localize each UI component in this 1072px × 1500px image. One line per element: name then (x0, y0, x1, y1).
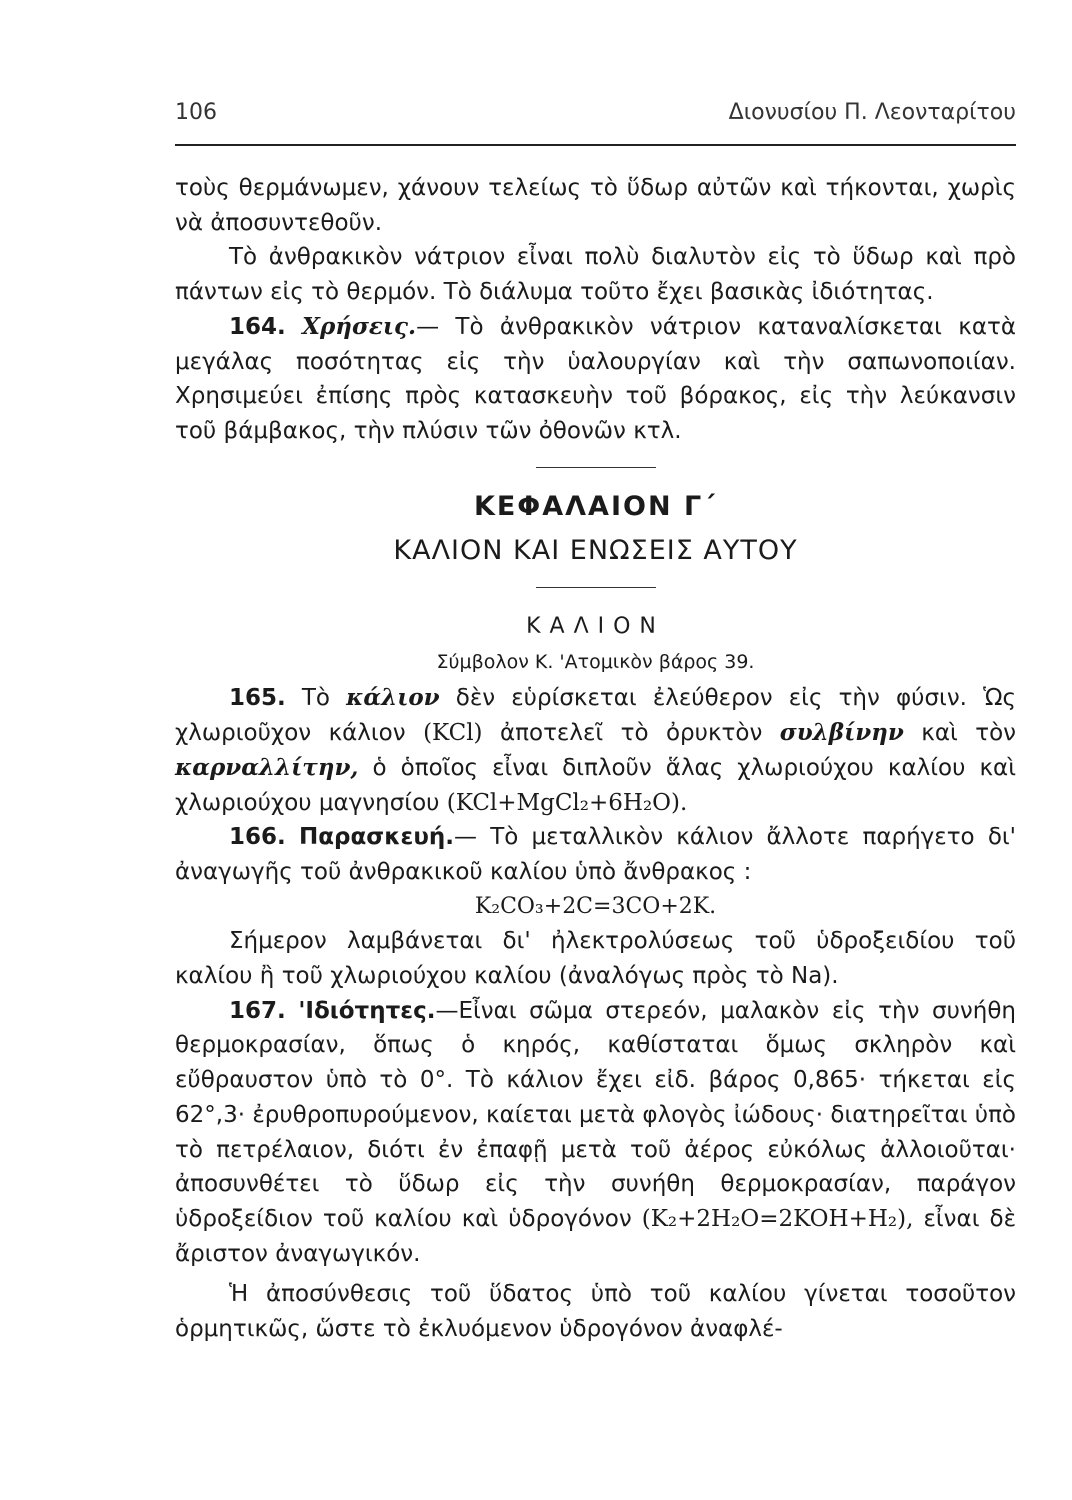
section-number: 165. (229, 685, 286, 712)
page-number: 106 (175, 100, 217, 125)
text-run: ὁ ὁποῖος εἶναι διπλοῦν ἅλας χλωριούχου καλίου καὶ χλωριούχου μαγνησίου (175, 754, 1016, 816)
section-number: 166. (229, 824, 286, 851)
header-rule (175, 144, 1016, 146)
section-165 (175, 681, 1016, 820)
element-heading: ΚΑΛΙΟΝ (526, 614, 665, 640)
page-body (175, 171, 1016, 1347)
section-number: 167. (229, 997, 286, 1024)
text-run: Τὸ (301, 685, 330, 712)
formula-water-reaction: (K₂+2H₂O=2KOH+H₂), (641, 1205, 914, 1232)
chapter-label: ΚΕΦΑΛΑΙΟΝ Γ΄ (473, 490, 718, 522)
term-kalion: κάλιον (346, 684, 440, 712)
section-number: 164. (229, 313, 286, 340)
section-title: 'Ιδιότητες. (298, 997, 436, 1024)
section-text: — Τὸ ἀνθρακικὸν νάτριον καταναλίσκεται κατὰ μεγάλας ποσότητας εἰς τὴν ὑαλουργίαν καὶ τὴν σαπωνοποιίαν. Χρησιμεύει ἐπίσης πρὸς κατασκευὴν τοῦ βόρακος, εἰς τὴν λεύκανσιν τοῦ βάμβακος, τὴν πλύσιν τῶν ὀθονῶν κτλ. (175, 313, 1016, 444)
formula-kcl: (KCl) (423, 720, 483, 747)
chapter-divider (536, 587, 656, 588)
running-header (175, 100, 1016, 134)
reduction-equation: K₂CO₃+2C=3CO+2K. (474, 893, 717, 919)
term-carnallite: καρναλλίτην, (175, 753, 359, 781)
chapter-title: ΚΑΛΙΟΝ ΚΑΙ ΕΝΩΣΕΙΣ ΑΥΤΟΥ (393, 535, 798, 567)
element-symbol-line: Σύμβολον Κ. 'Ατομικὸν βάρος 39. (436, 650, 755, 673)
section-text: — Τὸ μεταλλικὸν κάλιον ἄλλοτε παρήγετο δι' ἀναγωγῆς τοῦ ἀνθρακικοῦ καλίου ὑπὸ ἄνθρακος : (175, 824, 1016, 885)
section-title: Παρασκευή. (298, 824, 454, 851)
section-167 (175, 994, 1016, 1272)
electrolysis-paragraph: Σήμερον λαμβάνεται δι' ἠλεκτρολύσεως τοῦ ὑδροξειδίου τοῦ καλίου ἢ τοῦ χλωριούχου καλίου (ἀναλόγως πρὸς τὸ Na). (175, 928, 1016, 990)
section-text-end: εἶναι δὲ ἄριστον ἀναγωγικόν. (175, 1205, 1017, 1267)
term-sylvin: συλβίνην (779, 719, 904, 747)
text-run: ἀποτελεῖ τὸ ὀρυκτὸν (499, 720, 763, 747)
section-divider (536, 467, 656, 468)
section-text: —Εἶναι σῶμα στερεόν, μαλακὸν εἰς τὴν συνήθη θερμοκρασίαν, ὅπως ὁ κηρός, καθίσταται ὅμως σκληρὸν καὶ εὔθραυστον ὑπὸ τὸ 0°. Τὸ κάλιον ἔχει εἰδ. βάρος 0,865· τήκεται εἰς 62°,3· ἐρυθροπυρούμενον, καίεται μετὰ φλογὸς ἰώδους· διατηρεῖται ὑπὸ τὸ πετρέλαιον, διότι ἐν ἐπαφῇ μετὰ τοῦ ἀέρος εὐκόλως ἀλλοιοῦται· ἀποσυνθέτει τὸ ὕδωρ εἰς τὴν συνήθη θερμοκρασίαν, παράγον ὑδροξείδιον τοῦ καλίου καὶ ὑδρογόνον (175, 997, 1016, 1232)
intro-paragraph: τοὺς θερμάνωμεν, χάνουν τελείως τὸ ὕδωρ αὐτῶν καὶ τήκονται, χωρὶς νὰ ἀποσυντεθοῦν. (175, 175, 1016, 236)
section-166 (175, 820, 1016, 889)
closing-paragraph: Ἡ ἀποσύνθεσις τοῦ ὕδατος ὑπὸ τοῦ καλίου γίνεται τοσοῦτον ὁρμητικῶς, ὥστε τὸ ἐκλυόμενον ὑδρογόνον ἀναφλέ- (175, 1281, 1016, 1343)
section-164 (175, 310, 1016, 449)
formula-carnallite: (KCl+MgCl₂+6H₂O). (446, 789, 688, 816)
author-name: Διονυσίου Π. Λεονταρίτου (728, 100, 1016, 125)
section-title: Χρήσεις. (302, 312, 417, 340)
solubility-paragraph: Τὸ ἀνθρακικὸν νάτριον εἶναι πολὺ διαλυτὸν εἰς τὸ ὕδωρ καὶ πρὸ πάντων εἰς τὸ θερμόν. Τὸ διάλυμα τοῦτο ἔχει βασικὰς ἰδιότητας. (175, 244, 1016, 306)
text-run: καὶ τὸν (921, 720, 1017, 747)
text-run: δὲν εὑρίσκεται ἐλεύθερον εἰς τὴν φύσιν. Ὡς χλωριοῦχον κάλιον (175, 685, 1016, 747)
